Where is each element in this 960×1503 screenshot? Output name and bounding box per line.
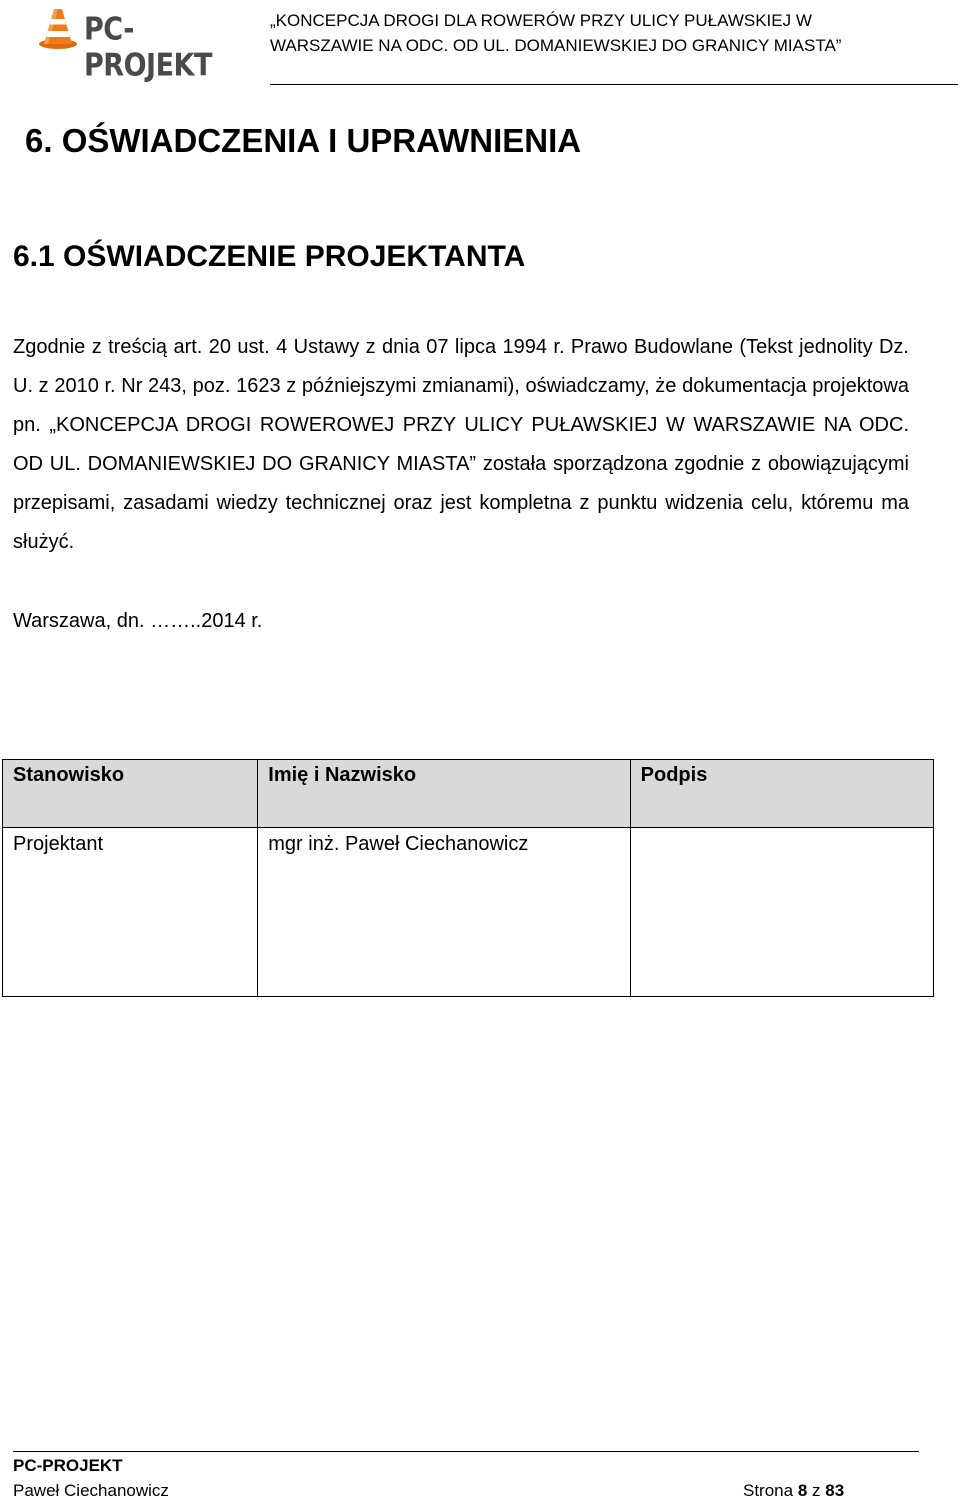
page-footer [13, 1448, 919, 1498]
document-title-line-2: WARSZAWIE NA ODC. OD UL. DOMANIEWSKIEJ DO GRANICY MIASTA” [270, 36, 842, 55]
place-and-date: Warszawa, dn. ……..2014 r. [13, 610, 263, 632]
cell-signature [630, 828, 933, 997]
column-header-signature: Podpis [630, 760, 933, 828]
signature-table [2, 759, 934, 997]
page-header [0, 0, 960, 88]
column-header-name: Imię i Nazwisko [258, 760, 630, 828]
traffic-cone-icon [36, 6, 80, 50]
subsection-heading: 6.1 OŚWIADCZENIE PROJEKTANTA [13, 240, 526, 273]
footer-author: Paweł Ciechanowicz [13, 1481, 169, 1500]
document-title-line-1: „KONCEPCJA DROGI DLA ROWERÓW PRZY ULICY PUŁAWSKIEJ W [270, 11, 812, 30]
page-separator: z [807, 1481, 826, 1500]
company-logo [36, 6, 236, 84]
header-divider [270, 84, 958, 85]
column-header-position: Stanowisko [3, 760, 258, 828]
page-total: 83 [825, 1481, 845, 1500]
designer-statement: Zgodnie z treścią art. 20 ust. 4 Ustawy z dnia 07 lipca 1994 r. Prawo Budowlane (Tekst jednolity Dz. U. z 2010 r. Nr 243, poz. 1623 z późniejszymi zmianami), oświadczamy, że dokumentacja projektowa pn. „KONCEPCJA DROGI ROWEROWEJ PRZY ULICY PUŁAWSKIEJ W WARSZAWIE NA ODC. OD UL. DOMANIEWSKIEJ DO GRANICY MIASTA” została sporządzona zgodnie z obowiązującymi przepisami, zasadami wiedzy technicznej oraz jest kompletna z punktu widzenia celu, któremu ma służyć. [13, 336, 909, 553]
logo-text: PC-PROJEKT [84, 12, 212, 84]
footer-divider [13, 1451, 919, 1452]
section-heading: 6. OŚWIADCZENIA I UPRAWNIENIA [25, 122, 582, 159]
page-prefix: Strona [743, 1481, 798, 1500]
cell-position: Projektant [3, 828, 258, 997]
page-number [743, 1481, 844, 1501]
cell-name: mgr inż. Paweł Ciechanowicz [258, 828, 630, 997]
document-title [270, 8, 910, 58]
footer-company: PC-PROJEKT [13, 1456, 123, 1475]
table-header-row [3, 760, 934, 828]
table-row [3, 828, 934, 997]
page-current: 8 [797, 1481, 808, 1500]
